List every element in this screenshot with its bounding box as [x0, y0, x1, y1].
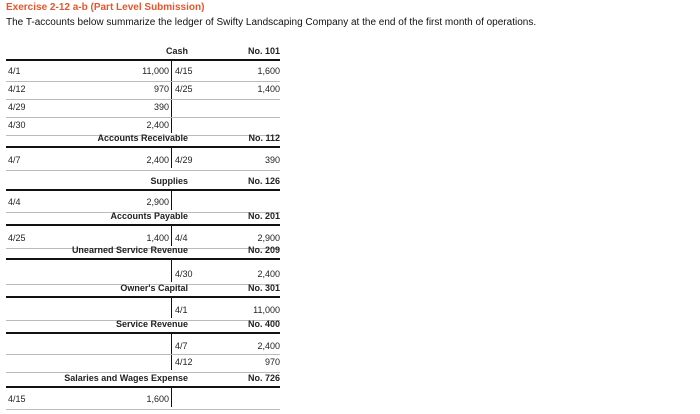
exercise-description: The T-accounts below summarize the ledger of Swifty Landscaping Company at the end of the first month of operations. [6, 17, 537, 28]
credit-date: 4/25 [175, 84, 193, 94]
t-account-divider [171, 147, 172, 168]
account-number: No. 126 [247, 176, 280, 186]
credit-amount: 970 [264, 357, 280, 367]
credit-date: 4/4 [175, 233, 188, 243]
debit-date: 4/7 [8, 155, 21, 165]
exercise-title: Exercise 2-12 a-b (Part Level Submission) [6, 2, 205, 13]
credit-date: 4/7 [175, 341, 188, 351]
debit-amount: 390 [153, 102, 169, 112]
account-number: No. 101 [247, 46, 280, 56]
t-account-ledger [6, 0, 280, 414]
account-number: No. 112 [248, 133, 280, 143]
account-header-rule [6, 59, 280, 61]
debit-amount: 1,400 [146, 233, 169, 243]
debit-date: 4/25 [8, 233, 26, 243]
account-number: No. 400 [247, 319, 280, 329]
credit-amount: 2,400 [257, 341, 280, 351]
account-number: No. 301 [247, 283, 280, 293]
account-number: No. 201 [247, 211, 280, 221]
row-separator [6, 117, 280, 118]
row-separator [6, 99, 280, 100]
debit-amount: 2,400 [146, 120, 169, 130]
account-header-rule [6, 296, 280, 298]
debit-date: 4/1 [8, 66, 21, 76]
row-separator [6, 81, 280, 82]
credit-amount: 1,600 [257, 66, 280, 76]
account-header-rule [6, 224, 280, 226]
t-account-divider [171, 387, 172, 407]
t-account-divider [171, 333, 172, 370]
t-account-divider [171, 60, 172, 133]
t-account-divider [171, 259, 172, 282]
credit-date: 4/29 [175, 155, 193, 165]
account-bottom-rule [6, 170, 280, 171]
account-bottom-rule [6, 409, 280, 410]
account-number: No. 209 [247, 245, 280, 255]
credit-date: 4/30 [175, 269, 193, 279]
debit-date: 4/29 [8, 102, 26, 112]
debit-date: 4/15 [8, 394, 26, 404]
account-header-rule [6, 258, 280, 260]
account-name: Accounts Receivable [97, 133, 188, 143]
account-number: No. 726 [247, 373, 280, 383]
account-header-rule [6, 146, 280, 148]
account-name: Cash [165, 46, 188, 56]
account-header-rule [6, 332, 280, 334]
debit-amount: 2,400 [146, 155, 169, 165]
credit-amount: 2,900 [257, 233, 280, 243]
t-account-divider [171, 225, 172, 246]
debit-amount: 11,000 [142, 66, 169, 76]
credit-date: 4/1 [175, 305, 188, 315]
t-account-divider [171, 190, 172, 210]
row-separator [6, 354, 280, 355]
debit-amount: 970 [153, 84, 169, 94]
credit-date: 4/15 [175, 66, 193, 76]
account-name: Service Revenue [115, 319, 188, 329]
t-account-divider [171, 297, 172, 318]
account-header-rule [6, 189, 280, 191]
credit-amount: 2,400 [257, 269, 280, 279]
credit-amount: 11,000 [253, 305, 280, 315]
debit-amount: 2,900 [146, 197, 169, 207]
credit-amount: 390 [264, 155, 280, 165]
account-header-rule [6, 386, 280, 388]
debit-date: 4/12 [8, 84, 26, 94]
account-name: Unearned Service Revenue [71, 245, 188, 255]
debit-amount: 1,600 [146, 394, 169, 404]
account-name: Owner's Capital [120, 283, 188, 293]
credit-amount: 1,400 [257, 84, 280, 94]
debit-date: 4/30 [8, 120, 26, 130]
account-name: Salaries and Wages Expense [64, 373, 188, 383]
credit-date: 4/12 [175, 357, 193, 367]
debit-date: 4/4 [8, 197, 21, 207]
account-name: Supplies [150, 176, 188, 186]
account-name: Accounts Payable [110, 211, 188, 221]
